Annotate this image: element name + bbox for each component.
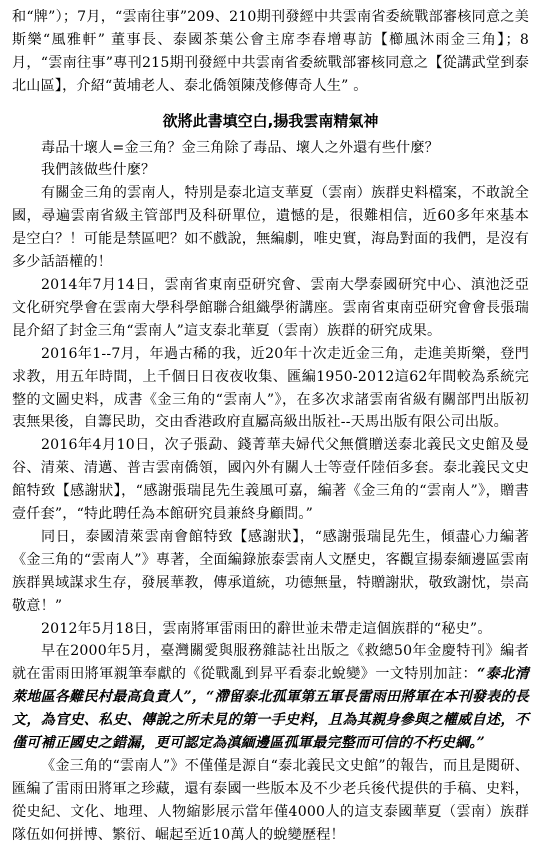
paragraph-7-quote: “泰北清萊地區各難民村最高負責人”，“滯留泰北孤軍第五軍長雷雨田將軍在本刊發表的長文，為官史、私史、傳說之所未見的第一手史料，且為其親身參與之權威自述，不僅可補正國史之錯漏，更可認定為滇緬邊區孤軍最完整而可信的不朽史綱。” — [12, 666, 529, 752]
paragraph-5: 同日，泰國清萊雲南會館特致【感謝狀】，“感謝張瑞昆先生，傾盡心力編著《金三角的“雲南人”》專著，全面編錄旅泰雲南人文歷史，客觀宣揚泰緬邊區雲南族群異域謀求生存，發展華教，傳承道統，功德無量，特贈謝狀，敬致謝忱，崇高敬意！” — [12, 528, 529, 614]
paragraph-8: 《金三角的“雲南人”》不僅僅是源自“泰北義民文史館”的報告，而且是閱研、匯編了雷雨田將軍之珍藏，還有泰國一些版本及不少老兵後代提供的手稿、史料，從史紀、文化、地理、人物縮影展示當年僅4000人的這支泰國華夏（雲南）族群隊伍如何拼博、繁衍、崛起至近10萬人的蛻變歷程！ — [12, 758, 529, 843]
question-2: 我們該做些什麼？ — [41, 162, 156, 179]
paragraph-6: 2012年5月18日，雲南將軍雷雨田的辭世並未帶走這個族群的“秘史”。 — [41, 620, 492, 637]
paragraph-7 — [12, 640, 529, 755]
paragraph-4: 2016年4月10日，次子張勐、錢菁華夫婦代父無償贈送泰北義民文史館及曼谷、清萊、清邁、普吉雲南僑領，國內外有關人士等壹仟陸佰多套。泰北義民文史館特致【感謝狀】，“感謝張瑞昆先生義風可嘉，編著《金三角的“雲南人”》，贈書壹仟套”，“特此聘任為本館研究員兼終身顧問。” — [12, 437, 529, 523]
question-1: 毒品十壞人=金三角？金三角除了毒品、壞人之外還有些什麼？ — [41, 139, 439, 156]
paragraph-2: 2014年7月14日，雲南省東南亞研究會、雲南大學泰國研究中心、滇池泛亞文化研究學會在雲南大學科學館聯合組織學術講座。雲南省東南亞研究會會長張瑞昆介紹了封金三角“雲南人”這支泰北華夏（雲南）族群的研究成果。 — [12, 276, 529, 339]
paragraph-1: 有關金三角的雲南人，特別是泰北這支華夏（雲南）族群史料檔案，不敢說全國，尋遍雲南省級主管部門及科研單位，遺憾的是，很難相信，近60多年來基本是空白？！可能是禁區吧？如不戲說，無編劇，唯史實，海島對面的我們，是沒有多少話語權的！ — [12, 185, 529, 271]
intro-paragraph: 和“牌”）；7月，“雲南往事”209、210期刊發經中共雲南省委統戰部審核同意之美斯樂“風雅軒” 董事長、泰國茶葉公會主席李春增專訪【櫛風沐雨金三角】；8月，“雲南往事”專刊215期刊發經中共雲南省委統戰部審核同意之【從講武堂到泰北山區】，介紹“黃埔老人、泰北僑領陳茂修傳奇人生” 。 — [12, 9, 529, 94]
section-title: 欲將此書填空白,揚我雲南精氣神 — [162, 111, 379, 130]
paragraph-7-text: 早在2000年5月，臺灣關愛與服務雜誌社出版之《救總50年金慶特刊》編者就在雷雨田將軍親筆奉獻的《從戰亂到昇平看泰北蛻變》一文特別加註： — [12, 643, 529, 683]
paragraph-3: 2016年1--7月，年過古稀的我，近20年十次走近金三角，走進美斯樂，登門求教，用五年時間，上千個日日夜夜收集、匯編1950-2012這62年間較為系統完整的文圖史料，成書《金三角的“雲南人”》，在多次求諸雲南省級有關部門出版初衷無果後，自籌民助，交由香港政府直屬高級出版社--天馬出版有限公司出版。 — [12, 345, 529, 431]
